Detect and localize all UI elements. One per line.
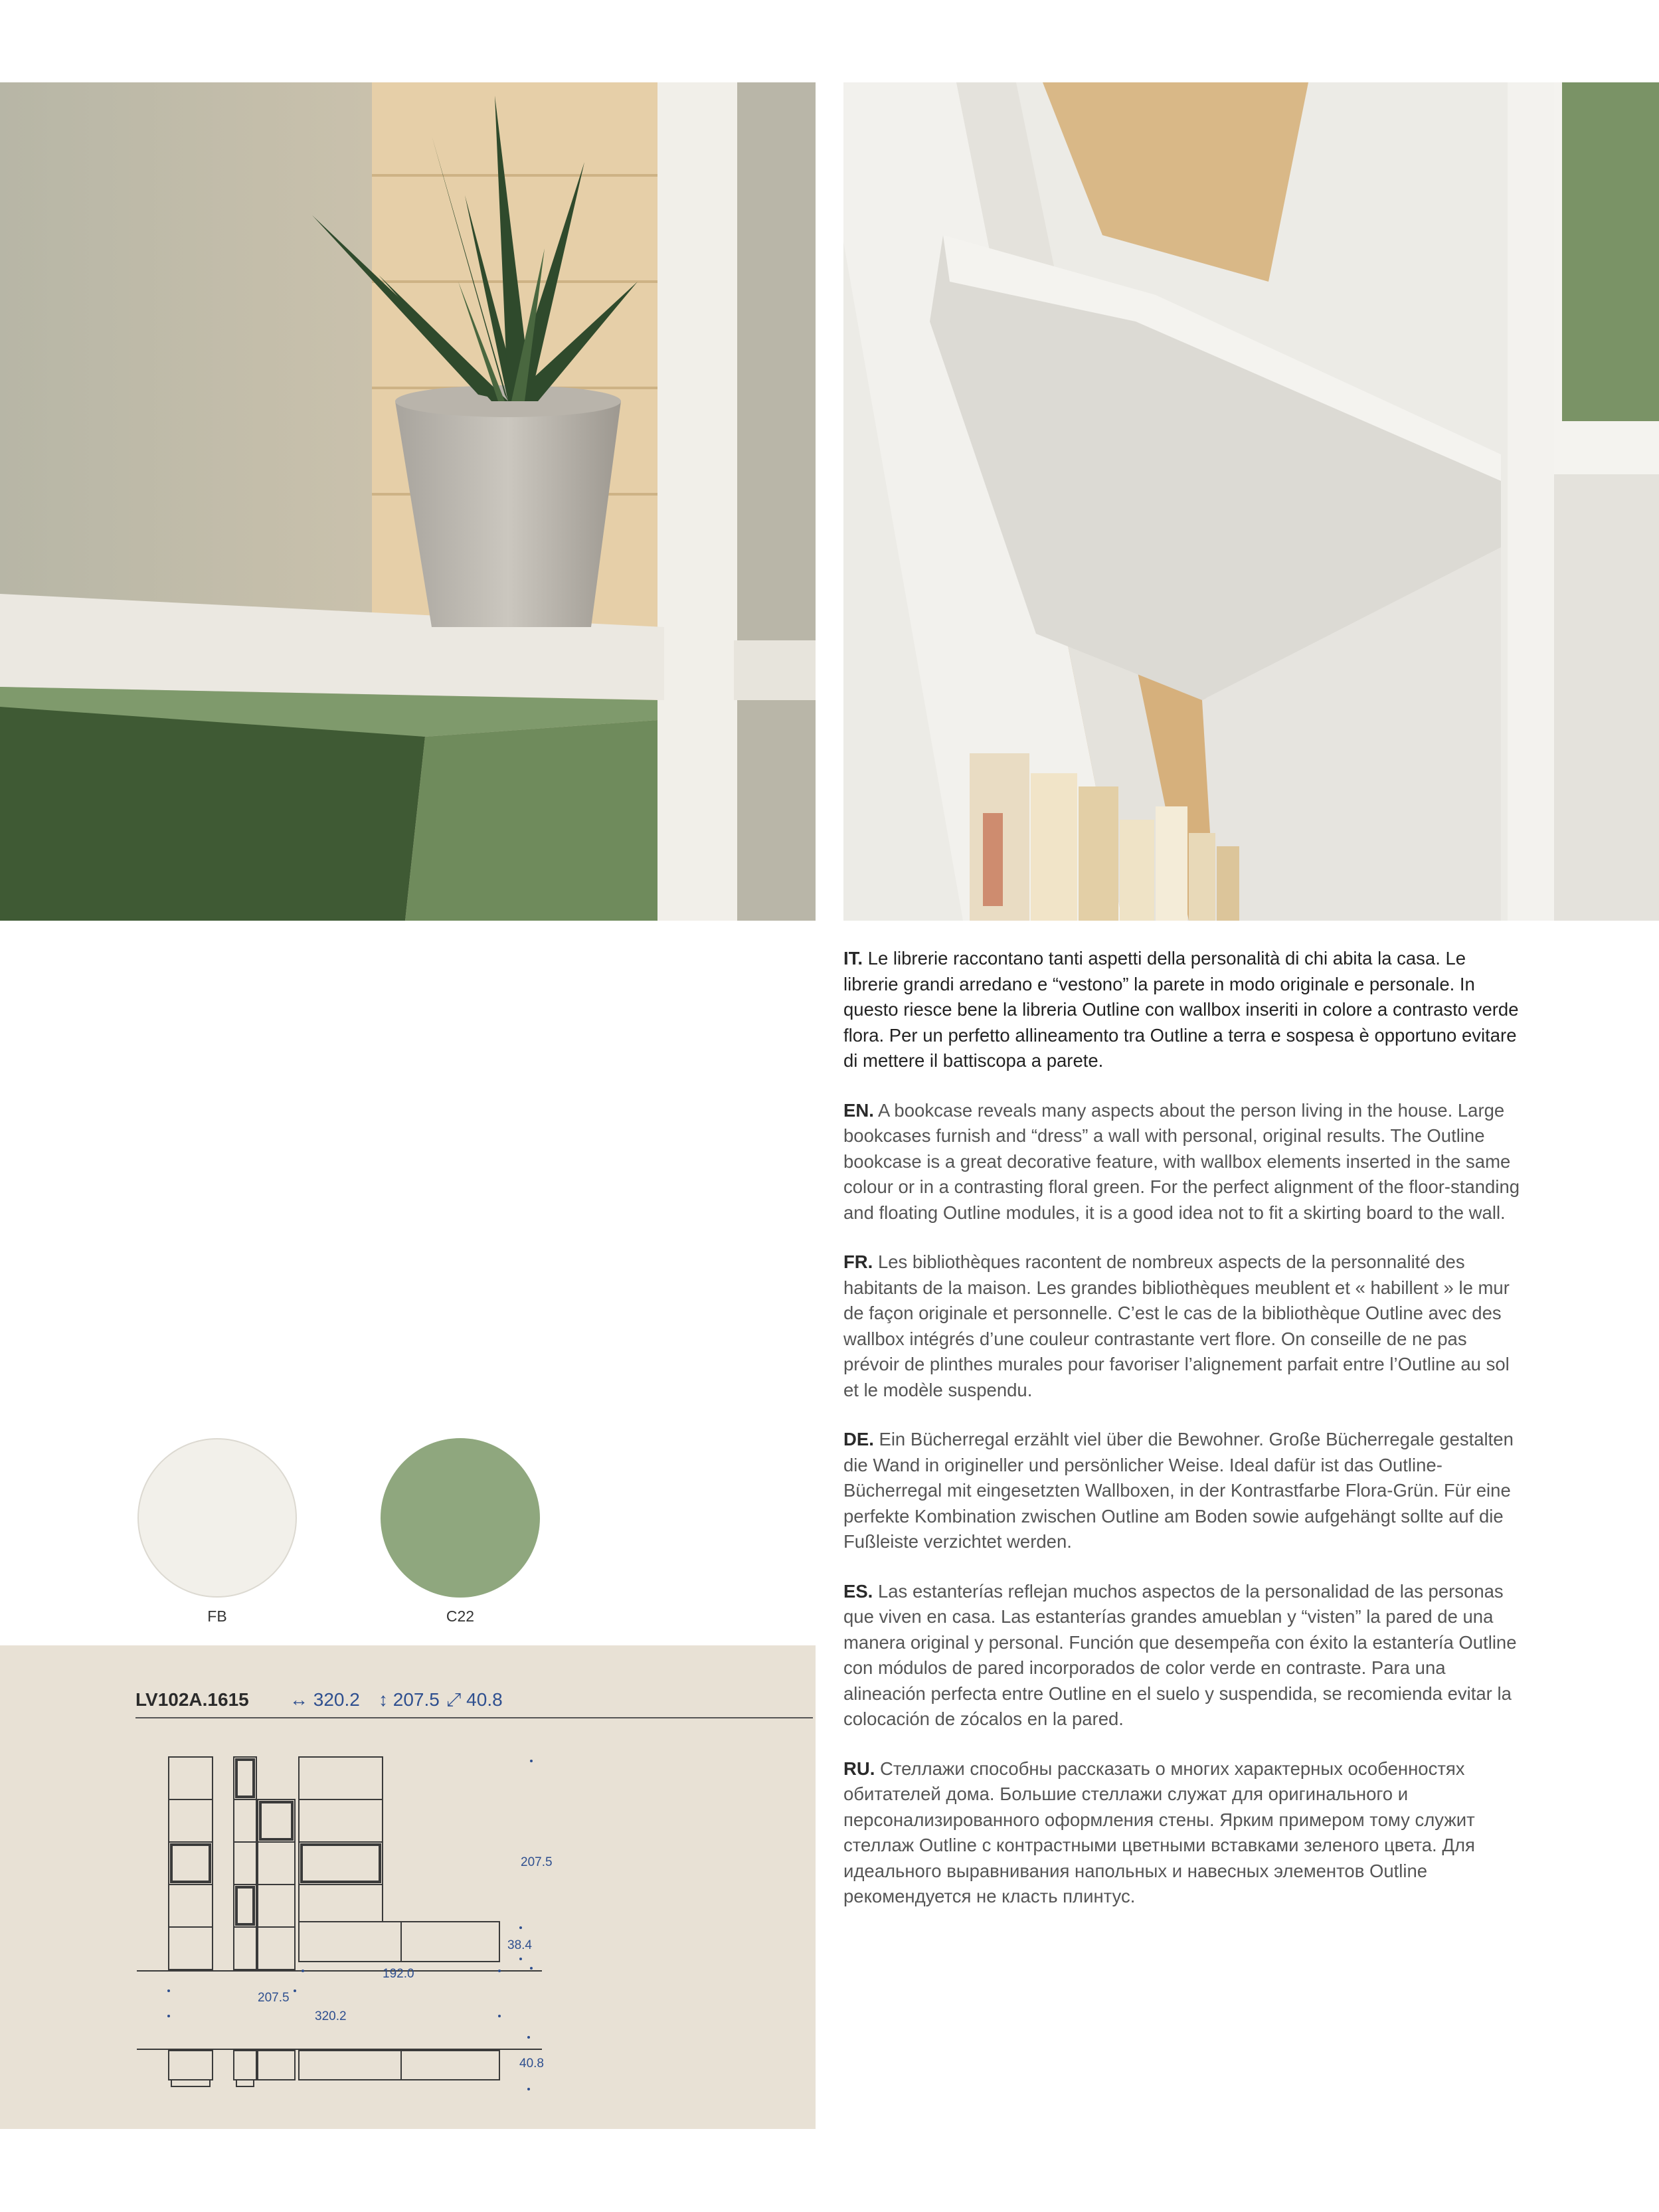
multilingual-description (843, 946, 1522, 1934)
spec-divider (135, 1717, 813, 1718)
label-total-width: 320.2 (315, 2009, 347, 2023)
drawing-wallbox-1 (171, 1845, 210, 1882)
drawing-wallbox-2 (236, 1760, 254, 1797)
swatch-fb-white (137, 1438, 297, 1598)
language-code-en: EN. (843, 1099, 874, 1121)
language-code-it: IT. (843, 948, 863, 968)
paragraph-russian (843, 1756, 1522, 1910)
bookcase-illustration (843, 82, 1659, 921)
paragraph-text-de: Ein Bücherregal erzählt viel über die Bewohner. Große Bücherregale gestalten die Wand in origineller und persönlicher Weise. Ideal dafür ist das Outline-Bücherregal mit eingesetzten Wallboxen, in der Kontrastfarbe Flora-Grün. Für eine perfekte Kombination zwischen Outline am Boden sowie aufgehängt sollte auf die Fußleiste verzichtet werden. (843, 1429, 1514, 1552)
drawing-wallbox-3 (236, 1887, 254, 1924)
label-plan-depth: 40.8 (519, 2057, 544, 2071)
paragraph-french (843, 1249, 1522, 1403)
drawing-wallbox-4 (260, 1802, 292, 1839)
paragraph-spanish (843, 1579, 1522, 1732)
paragraph-text-en: A bookcase reveals many aspects about the person living in the house. Large bookcases furnish and “dress” a wall with personal, original results. The Outline bookcase is a great decorative feature, with wallbox elements inserted in the same colour or in a contrasting floral green. For the perfect alignment of the floor-standing and floating Outline modules, it is a good idea not to fit a skirting board to the wall. (843, 1099, 1520, 1223)
photo-bookcase-shelves (843, 82, 1659, 921)
drawing-suspended-module (299, 1922, 499, 1962)
swatch-label-c22: C22 (446, 1608, 475, 1625)
aloe-shelf-illustration (0, 82, 816, 921)
label-total-height: 207.5 (521, 1855, 553, 1869)
model-code: LV102A.1615 (135, 1689, 249, 1710)
drawing-wallbox-5 (302, 1845, 380, 1882)
spec-panel (0, 1645, 816, 2129)
photo-aloe-shelf (0, 82, 816, 921)
paragraph-text-it: Le librerie raccontano tanti aspetti della personalità di chi abita la casa. Le librerie grandi arredano e “vestono” la parete in modo originale e personale. In questo riesce bene la libreria Outline con wallbox inseriti in colore a contrasto verde flora. Per un perfetto allineamento tra Outline a terra e sospesa è opportuno evitare di mettere il battiscopa a parete. (843, 948, 1519, 1071)
language-code-ru: RU. (843, 1758, 875, 1779)
language-code-de: DE. (843, 1429, 874, 1449)
paragraph-text-es: Las estanterías reflejan muchos aspectos de la personalidad de las personas que viven en casa. Las estanterías grandes amueblan y “visten” la pared de una manera original y personal. Función que desempeña con éxito la estantería Outline con módulos de pared incorporados de color verde en contraste. Para una alineación perfecta entre Outline en el suelo y suspendida, se recomienda evitar la colocación de zócalos en la pared. (843, 1580, 1517, 1729)
dimension-width: ↔ 320.2 (290, 1689, 360, 1710)
drawing-column-a (169, 1757, 213, 1970)
technical-drawing (130, 1752, 568, 2097)
label-wallbox-width: 192.0 (383, 1967, 414, 1981)
language-code-fr: FR. (843, 1251, 873, 1272)
paragraph-text-fr: Les bibliothèques racontent de nombreux aspects de la personnalité des habitants de la maison. Les grandes bibliothèques meublent et « habillent » le mur de façon originale et personnelle. C’est le cas de la bibliothèque Outline avec des wallbox intégrés d’une couleur contrastante vert flore. On conseille de ne pas prévoir de plinthes murales pour favoriser l’alignement parfait entre l’Outline au sol et le modèle suspendu. (843, 1251, 1510, 1400)
swatch-label-fb: FB (207, 1608, 227, 1625)
drawing-column-d (299, 1757, 383, 1922)
label-floor-width: 207.5 (258, 1991, 290, 2005)
swatch-c22-green (381, 1438, 540, 1598)
dimension-height: ↕ 207.5 (379, 1689, 440, 1710)
paragraph-english (843, 1098, 1522, 1226)
dimension-depth: ⤢ 40.8 (446, 1689, 503, 1710)
paragraph-italian (843, 946, 1522, 1074)
label-wallbox-height: 38.4 (507, 1938, 532, 1952)
paragraph-german (843, 1427, 1522, 1555)
paragraph-text-ru: Стеллажи способны рассказать о многих характерных особенностях обитателей дома. Большие стеллажи служат для оригинального и персонализированного оформления стены. Ярким примером тому служит стеллаж Outline с контрастными цветными вставками зеленого цвета. Для идеального выравнивания напольных и навесных элементов Outline рекомендуется не класть плинтус. (843, 1758, 1475, 1906)
language-code-es: ES. (843, 1580, 873, 1602)
